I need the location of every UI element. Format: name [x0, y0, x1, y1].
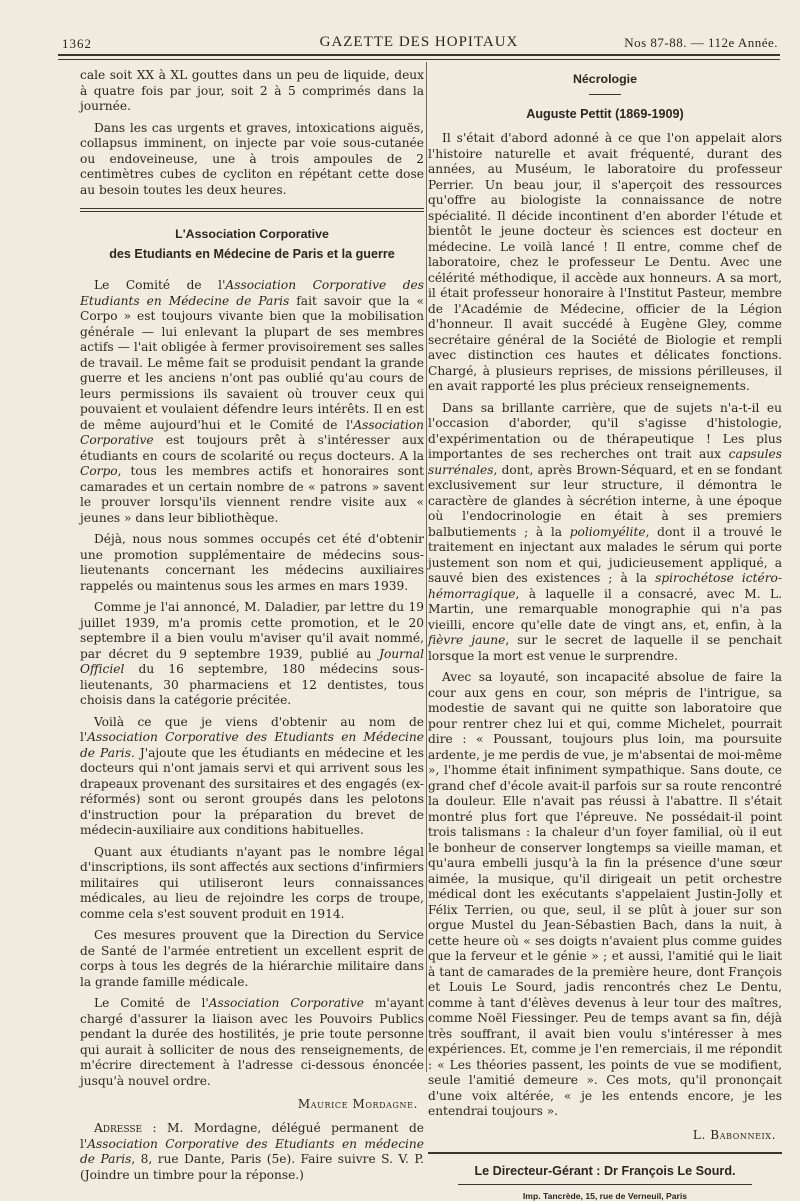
section-rule [80, 208, 424, 212]
intro-paragraph-2: Dans les cas urgents et graves, intoxications aiguës, collapsus imminent, on injecte par voie sous-cutanée ou endoveineuse, une à trois ampoules de 2 centimètres cubes de cycliton en répétant cette dose au besoin toutes les deux heures. [80, 120, 424, 197]
article-paragraph-2: Déjà, nous nous sommes occupés cet été d'obtenir une promotion supplémentaire de médecins sous-lieutenants concernant les médecins auxiliaires rappelés ou maintenus sous les armes en mars 1939. [80, 532, 424, 593]
page-number: 1362 [62, 36, 92, 51]
article-signature: Maurice Mordagne. [297, 1097, 418, 1111]
obituary-title: Auguste Pettit (1869-1909) [526, 107, 684, 121]
article-paragraph-6: Ces mesures prouvent que la Direction du Service de Santé de l'armée entretient un excellent esprit de corps à tous les degrés de la hiérarchie militaire dans la grande famille médicale. [80, 928, 424, 989]
journal-title: GAZETTE DES HOPITAUX [319, 34, 519, 50]
article-paragraph-5: Quant aux étudiants n'ayant pas le nombre légal d'inscriptions, ils sont affectés aux sections d'infirmiers militaires qui utiliseront leurs connaissances médicales, au lieu de rejoindre les corps de troupe, comme cela s'est souvent produit en 1914. [80, 844, 424, 921]
issue-number: Nos 87-88. — 112e Année. [624, 35, 778, 50]
article-paragraph-1: Le Comité de l'Association Corporative des Etudiants en Médecine de Paris fait savoir que la « Corpo » est toujours vivante bien que la mobilisation générale — lui enlevant la plupart de ses membres actifs — l'ait obligée à fermer provisoirement ses salles de travail. Le même fait se produisit pendant la grande guerre et les anciens n'ont pas oublié qu'au cours de leurs permissions ils savaient où trouver ceux qui pouvaient et voulaient défendre leurs intérêts. Il en est de même aujourd'hui et le Comité de l'Association Corporative est toujours prêt à s'intéresser aux étudiants en cours de scolarité ou reçus docteurs. A la Corpo, tous les membres actifs et honoraires sont camarades et un certain nombre de « patrons » savent le prouver lorsqu'ils viennent rendre visite aux « jeunes » dans leur bibliothèque. [80, 278, 425, 525]
obituary-paragraph-1: Il s'était d'abord adonné à ce que l'on appelait alors l'histoire naturelle et avait fréquenté, durant des années, au Muséum, le laboratoire du professeur Perrier. Un beau jour, il s'aperçoit des ressources qu'offre au biologiste la connaissance de notre spécialité. Il décide incontinent d'en aborder l'étude et bientôt le jeune docteur ès sciences est docteur en médecine. Le voilà lancé ! Il entre, comme chef de laboratoire, chez le professeur Le Dentu. Avec une célérité méthodique, il accède aux honneurs. A sa mort, il était professeur honoraire à l'Institut Pasteur, membre de l'Académie de Médecine, officier de la Légion d'honneur. Il avait succédé à Eugène Gley, comme secrétaire général de la Société de Biologie et rempli avec distinction ces hautes et délicates fonctions. Chargé, à plusieurs reprises, de missions périlleuses, il en avait rapporté les plus précieux renseignements. [428, 131, 782, 393]
column-divider [426, 62, 427, 1072]
left-column [80, 68, 425, 1182]
obituary-paragraph-3: Avec sa loyauté, son incapacité absolue de faire la cour aux gens en cour, son mépris de l'intrigue, sa modestie de savant qui ne quitte son laboratoire que pour rentrer chez lui et qui, comme Michelet, pourrait dire : « Poussant, toujours plus loin, ma poursuite ardente, je me perdis de vue, je m'absentai de moi-même », l'homme était infiniment sympathique. Sans doute, ce grand chef d'école avait-il parfois sur sa route rencontré la douleur. Elle n'avait pas réussi à l'abattre. Il s'était montré plus fort que l'épreuve. Ne possédait-il point trois talismans : la chaleur d'un foyer familial, où il eut le bonheur de conserver longtemps sa vieille maman, et qu'aura embelli jusqu'à la fin la présence d'une sœur aimée, la musique, qu'il dirigeait un petit orchestre médical dont les exécutants s'appelaient Justin-Jolly et Félix Terrien, ou que, seul, il se plût à jouer sur son orgue Mustel du Jean-Sébastien Bach, dans la nuit, à cette heure où « ses doigts n'avaient plus comme guides que la ferveur et le génie » ; et aussi, l'amitié qui le liait à tant de camarades de la première heure, dont François et Louis Le Sourd, jadis rencontrés chez Le Dentu, comme à tant d'élèves devenus à leur tour des maîtres, comme Noël Fiessinger. Peu de temps avant sa fin, déjà très souffrant, il avait bien voulu s'intéresser à mes expériences. Et, comme je l'en remerciais, il me répondit : « Les théories passent, les points de vue se modifient, seule l'amitié demeure ». Ces mots, qu'il prononçait d'une voix altérée, « je les entends encore, je les entendrai toujours ». [428, 670, 783, 1118]
printer-line: Imp. Tancrède, 15, rue de Verneuil, Paris [458, 1184, 752, 1201]
right-column [428, 68, 783, 1201]
article-paragraph-4: Voilà ce que je viens d'obtenir au nom de l'Association Corporative des Etudiants en Médecine de Paris. J'ajoute que les étudiants en médecine et les docteurs qui n'ont jamais servi et qui arrivent sous les drapeaux provenant des sursitaires et des engagés (ex-réformés) sont ou seront groupés dans les pelotons d'instruction pour la préparation du brevet de médecin-auxiliaire aux conditions habituelles. [80, 714, 424, 837]
intro-paragraph-1: cale soit XX à XL gouttes dans un peu de liquide, deux à quatre fois par jour, soit 2 à 5 comprimés dans la journée. [80, 68, 424, 113]
obituary-signature: L. Babonneix. [692, 1127, 776, 1142]
article-paragraph-7: Le Comité de l'Association Corporative m'ayant chargé d'assurer la liaison avec les Pouvoirs Publics pendant la durée des hostilités, je prie toute personne qui aurait à solliciter de nous des renseignements, de m'écrire directement à l'adresse ci-dessous énoncée jusqu'à nouvel ordre. [80, 996, 425, 1088]
article-title [80, 224, 424, 264]
page-header [58, 30, 780, 56]
article-title-line-1: L'Association Corporative [175, 227, 329, 241]
header-rule [58, 59, 780, 60]
address-paragraph: Adresse : M. Mordagne, délégué permanent de l'Association Corporative des Etudiants en médecine de Paris, 8, rue Dante, Paris (5e). Faire suivre S. V. P. (Joindre un timbre pour la réponse.) [80, 1121, 424, 1182]
short-rule [589, 94, 621, 95]
article-title-line-2: des Etudiants en Médecine de Paris et la guerre [109, 247, 395, 261]
obituary-paragraph-2: Dans sa brillante carrière, que de sujets n'a-t-il eu l'occasion d'aborder, qu'il s'agisse d'histologie, d'expérimentation ou de thérapeutique ! Les plus importantes de ses recherches ont trait aux capsules surrénales, dont, après Brown-Séquard, et en se fondant exclusivement sur leur structure, il démontra le caractère de glandes à sécrétion interne, à une époque où l'endocrinologie en était à ses premiers balbutiements ; à la poliomyélite, dont il a trouvé le traitement en injectant aux malades le sérum qui porte justement son nom et qui, judicieusement appliqué, a sauvé bien des existences ; à la spirochétose ictéro-hémorragique, à laquelle il a consacré, avec M. L. Martin, une remarquable monographie qui n'a pas vieilli, encore qu'elle date de vingt ans, et, enfin, à la fièvre jaune, sur le secret de laquelle il se penchait lorsque la mort est venue le surprendre. [428, 400, 783, 663]
director-line: Le Directeur-Gérant : Dr François Le Sourd. [428, 1152, 782, 1178]
article-paragraph-3: Comme je l'ai annoncé, M. Daladier, par lettre du 19 juillet 1939, m'a promis cette promotion, et le 20 septembre il a bien voulu m'aviser qu'il avait nommé, par décret du 9 septembre 1939, publié au Journal Officiel du 16 septembre, 180 médecins sous-lieutenants, 30 pharmaciens et 12 dentistes, tous choisis dans la catégorie précitée. [80, 600, 424, 707]
necrology-heading: Nécrologie [572, 72, 638, 86]
